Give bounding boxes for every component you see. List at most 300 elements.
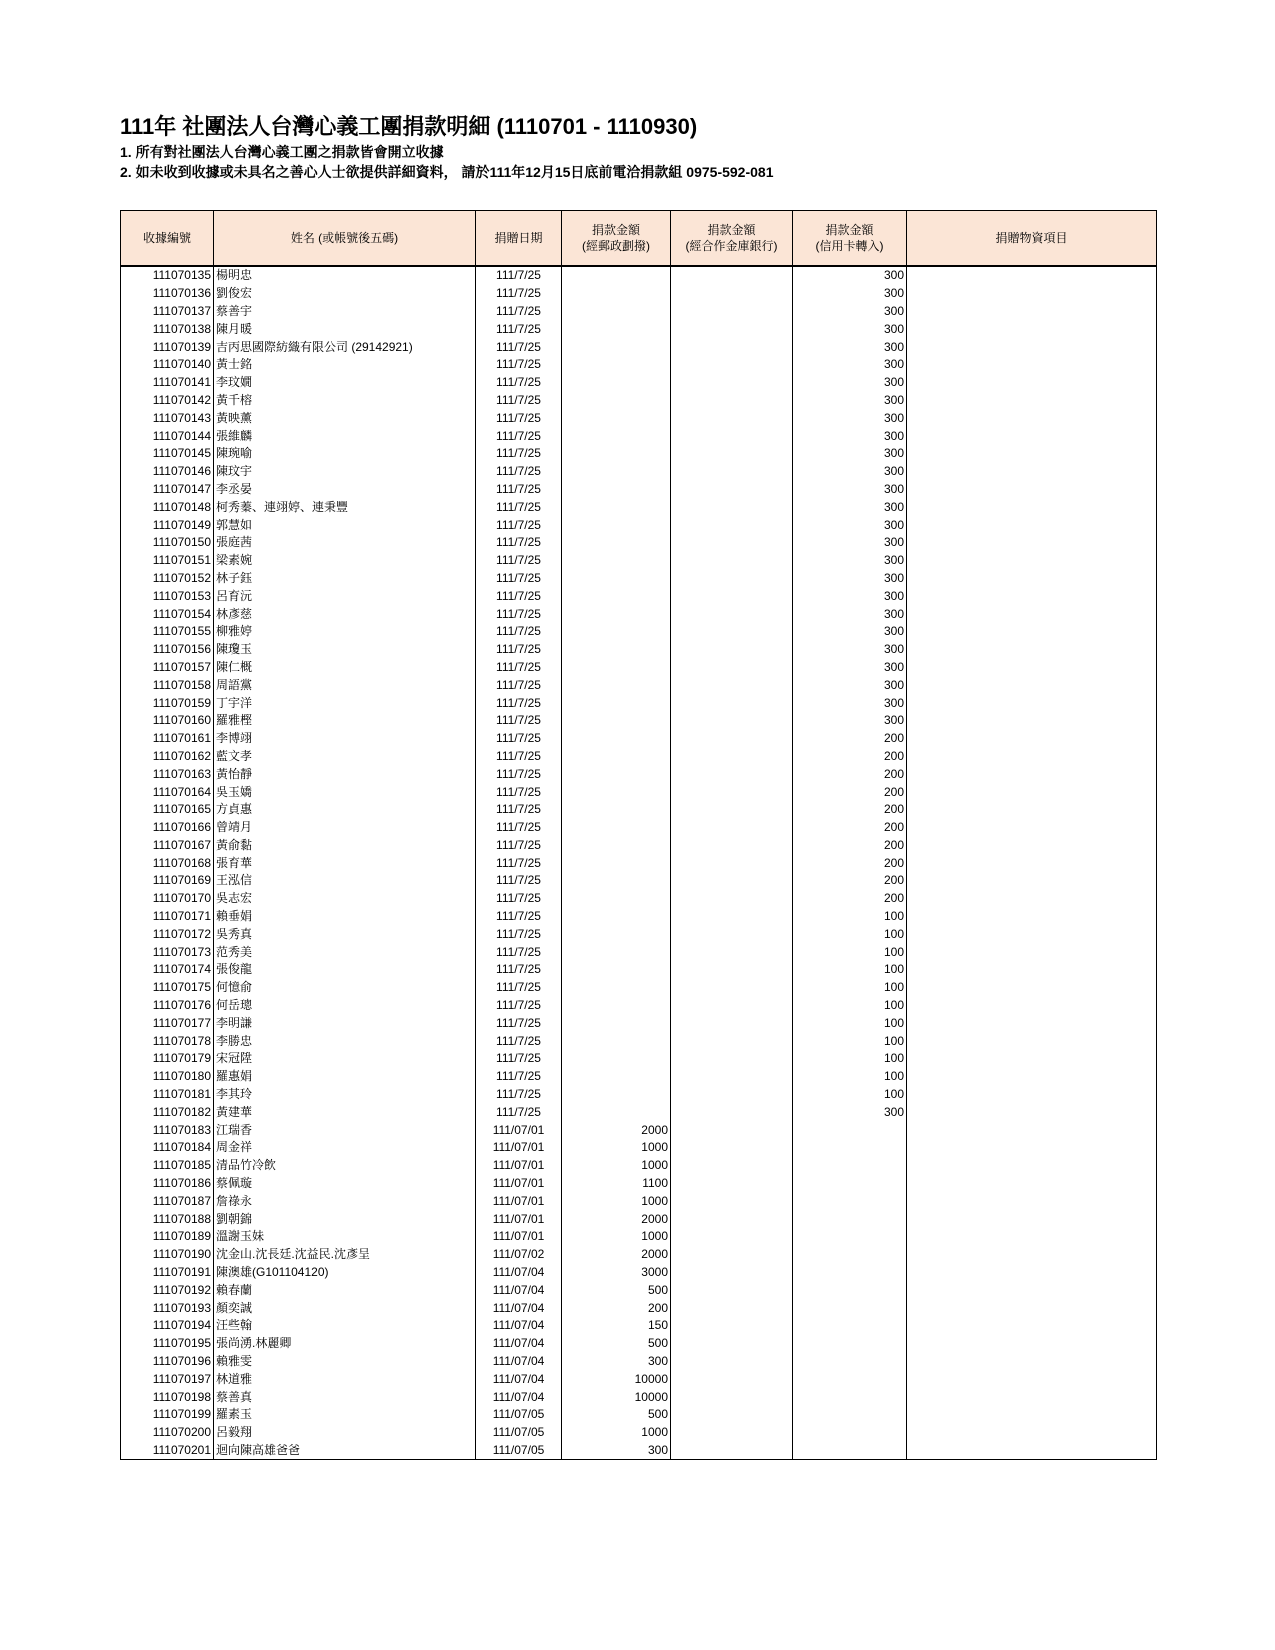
cell-name: 方貞惠 <box>214 801 476 819</box>
cell-name: 李博翊 <box>214 730 476 748</box>
cell-date: 111/7/25 <box>476 1014 562 1032</box>
cell-amount-card: 300 <box>793 659 907 677</box>
cell-date: 111/7/25 <box>476 463 562 481</box>
cell-amount-card: 300 <box>793 427 907 445</box>
table-row <box>121 1103 1157 1121</box>
cell-date: 111/07/05 <box>476 1406 562 1424</box>
cell-amount-post: 300 <box>562 1442 671 1460</box>
cell-date: 111/7/25 <box>476 837 562 855</box>
cell-amount-bank <box>671 837 793 855</box>
cell-amount-card <box>793 1424 907 1442</box>
cell-amount-bank <box>671 266 793 285</box>
cell-name: 郭慧如 <box>214 516 476 534</box>
table-row <box>121 1192 1157 1210</box>
table-row <box>121 1086 1157 1104</box>
cell-amount-post <box>562 659 671 677</box>
cell-amount-card <box>793 1246 907 1264</box>
cell-amount-bank <box>671 516 793 534</box>
cell-receipt-no: 111070166 <box>121 819 214 837</box>
table-row <box>121 979 1157 997</box>
cell-name: 蔡善真 <box>214 1388 476 1406</box>
cell-items <box>907 801 1157 819</box>
cell-amount-card: 300 <box>793 694 907 712</box>
cell-amount-card: 200 <box>793 801 907 819</box>
cell-amount-bank <box>671 1157 793 1175</box>
cell-receipt-no: 111070178 <box>121 1032 214 1050</box>
cell-receipt-no: 111070171 <box>121 908 214 926</box>
cell-name: 顏奕誠 <box>214 1299 476 1317</box>
cell-amount-post <box>562 552 671 570</box>
cell-amount-post <box>562 783 671 801</box>
cell-amount-post <box>562 356 671 374</box>
cell-date: 111/7/25 <box>476 409 562 427</box>
cell-items <box>907 1388 1157 1406</box>
cell-amount-post <box>562 712 671 730</box>
cell-receipt-no: 111070151 <box>121 552 214 570</box>
cell-name: 陳仁概 <box>214 659 476 677</box>
cell-amount-card: 300 <box>793 338 907 356</box>
cell-receipt-no: 111070135 <box>121 266 214 285</box>
table-row <box>121 1032 1157 1050</box>
cell-items <box>907 908 1157 926</box>
cell-amount-post <box>562 837 671 855</box>
table-row <box>121 392 1157 410</box>
cell-items <box>907 303 1157 321</box>
cell-amount-card: 300 <box>793 320 907 338</box>
cell-receipt-no: 111070158 <box>121 676 214 694</box>
cell-receipt-no: 111070157 <box>121 659 214 677</box>
table-row <box>121 943 1157 961</box>
table-row <box>121 623 1157 641</box>
cell-items <box>907 712 1157 730</box>
cell-items <box>907 481 1157 499</box>
cell-items <box>907 605 1157 623</box>
cell-amount-card: 300 <box>793 570 907 588</box>
cell-amount-card <box>793 1139 907 1157</box>
cell-date: 111/07/04 <box>476 1264 562 1282</box>
cell-amount-post <box>562 605 671 623</box>
cell-name: 賴春蘭 <box>214 1281 476 1299</box>
cell-amount-bank <box>671 623 793 641</box>
table-row <box>121 374 1157 392</box>
cell-amount-post <box>562 374 671 392</box>
cell-date: 111/7/25 <box>476 570 562 588</box>
cell-name: 張俊龍 <box>214 961 476 979</box>
cell-date: 111/07/04 <box>476 1281 562 1299</box>
cell-amount-post <box>562 409 671 427</box>
cell-name: 迴向陳高雄爸爸 <box>214 1442 476 1460</box>
table-row <box>121 1335 1157 1353</box>
cell-receipt-no: 111070188 <box>121 1210 214 1228</box>
cell-amount-card <box>793 1157 907 1175</box>
cell-amount-card: 100 <box>793 1068 907 1086</box>
cell-receipt-no: 111070195 <box>121 1335 214 1353</box>
cell-name: 周金祥 <box>214 1139 476 1157</box>
cell-amount-bank <box>671 1246 793 1264</box>
cell-items <box>907 534 1157 552</box>
cell-amount-post <box>562 570 671 588</box>
cell-name: 丁宇洋 <box>214 694 476 712</box>
cell-receipt-no: 111070198 <box>121 1388 214 1406</box>
cell-receipt-no: 111070169 <box>121 872 214 890</box>
cell-amount-card: 300 <box>793 409 907 427</box>
cell-name: 陳瓊玉 <box>214 641 476 659</box>
cell-items <box>907 623 1157 641</box>
cell-amount-card: 200 <box>793 730 907 748</box>
cell-name: 李勝忠 <box>214 1032 476 1050</box>
cell-receipt-no: 111070201 <box>121 1442 214 1460</box>
cell-amount-card: 100 <box>793 1032 907 1050</box>
cell-items <box>907 1264 1157 1282</box>
cell-amount-bank <box>671 819 793 837</box>
cell-receipt-no: 111070150 <box>121 534 214 552</box>
cell-amount-bank <box>671 1353 793 1371</box>
cell-items <box>907 783 1157 801</box>
cell-amount-post <box>562 587 671 605</box>
cell-amount-post: 500 <box>562 1406 671 1424</box>
cell-name: 林道雅 <box>214 1370 476 1388</box>
cell-date: 111/7/25 <box>476 587 562 605</box>
cell-receipt-no: 111070141 <box>121 374 214 392</box>
cell-date: 111/07/05 <box>476 1442 562 1460</box>
cell-amount-post <box>562 1014 671 1032</box>
cell-name: 吳秀真 <box>214 925 476 943</box>
cell-items <box>907 1442 1157 1460</box>
cell-amount-post <box>562 943 671 961</box>
cell-amount-post: 150 <box>562 1317 671 1335</box>
table-row <box>121 659 1157 677</box>
cell-amount-card: 300 <box>793 285 907 303</box>
table-row <box>121 1353 1157 1371</box>
cell-items <box>907 997 1157 1015</box>
cell-amount-card: 300 <box>793 266 907 285</box>
cell-amount-post: 200 <box>562 1299 671 1317</box>
cell-name: 溫謝玉妹 <box>214 1228 476 1246</box>
cell-items <box>907 1050 1157 1068</box>
cell-items <box>907 1086 1157 1104</box>
cell-amount-card <box>793 1299 907 1317</box>
cell-date: 111/7/25 <box>476 748 562 766</box>
cell-amount-bank <box>671 943 793 961</box>
cell-receipt-no: 111070146 <box>121 463 214 481</box>
cell-date: 111/07/04 <box>476 1353 562 1371</box>
table-row <box>121 872 1157 890</box>
cell-amount-bank <box>671 925 793 943</box>
cell-amount-card <box>793 1370 907 1388</box>
col-amount-bank-line2: (經合作金庫銀行) <box>685 239 778 253</box>
cell-amount-post <box>562 694 671 712</box>
cell-items <box>907 1175 1157 1193</box>
cell-amount-card: 300 <box>793 498 907 516</box>
cell-items <box>907 748 1157 766</box>
cell-date: 111/7/25 <box>476 392 562 410</box>
cell-amount-bank <box>671 908 793 926</box>
table-row <box>121 409 1157 427</box>
cell-name: 李玟嫺 <box>214 374 476 392</box>
cell-name: 黃士銘 <box>214 356 476 374</box>
cell-name: 賴雅雯 <box>214 1353 476 1371</box>
cell-date: 111/07/01 <box>476 1139 562 1157</box>
cell-amount-post <box>562 338 671 356</box>
cell-date: 111/7/25 <box>476 1050 562 1068</box>
donation-table <box>120 210 1157 1460</box>
table-row <box>121 925 1157 943</box>
cell-amount-post: 1000 <box>562 1424 671 1442</box>
cell-amount-bank <box>671 641 793 659</box>
cell-items <box>907 1157 1157 1175</box>
cell-name: 清品竹冷飲 <box>214 1157 476 1175</box>
cell-receipt-no: 111070145 <box>121 445 214 463</box>
cell-receipt-no: 111070154 <box>121 605 214 623</box>
cell-amount-bank <box>671 1299 793 1317</box>
cell-amount-post <box>562 623 671 641</box>
cell-items <box>907 1014 1157 1032</box>
cell-name: 藍文孝 <box>214 748 476 766</box>
cell-date: 111/7/25 <box>476 890 562 908</box>
cell-items <box>907 943 1157 961</box>
cell-amount-post <box>562 979 671 997</box>
cell-amount-bank <box>671 1424 793 1442</box>
cell-items <box>907 463 1157 481</box>
cell-receipt-no: 111070184 <box>121 1139 214 1157</box>
table-row <box>121 1281 1157 1299</box>
table-row <box>121 1121 1157 1139</box>
cell-amount-bank <box>671 801 793 819</box>
cell-receipt-no: 111070172 <box>121 925 214 943</box>
cell-receipt-no: 111070140 <box>121 356 214 374</box>
cell-date: 111/7/25 <box>476 659 562 677</box>
cell-amount-card: 300 <box>793 374 907 392</box>
cell-items <box>907 1210 1157 1228</box>
cell-name: 周語黨 <box>214 676 476 694</box>
cell-amount-bank <box>671 1442 793 1460</box>
cell-amount-bank <box>671 1121 793 1139</box>
cell-receipt-no: 111070162 <box>121 748 214 766</box>
cell-amount-bank <box>671 303 793 321</box>
cell-date: 111/7/25 <box>476 534 562 552</box>
cell-amount-card: 200 <box>793 890 907 908</box>
cell-date: 111/7/25 <box>476 1103 562 1121</box>
cell-name: 張維麟 <box>214 427 476 445</box>
cell-receipt-no: 111070177 <box>121 1014 214 1032</box>
table-row <box>121 445 1157 463</box>
table-row <box>121 1264 1157 1282</box>
cell-amount-card <box>793 1406 907 1424</box>
cell-date: 111/7/25 <box>476 979 562 997</box>
cell-date: 111/7/25 <box>476 623 562 641</box>
cell-receipt-no: 111070199 <box>121 1406 214 1424</box>
cell-receipt-no: 111070194 <box>121 1317 214 1335</box>
cell-items <box>907 854 1157 872</box>
cell-receipt-no: 111070164 <box>121 783 214 801</box>
cell-amount-card: 100 <box>793 1086 907 1104</box>
col-amount-card-line1: 捐款金額 <box>825 223 874 237</box>
cell-amount-card: 100 <box>793 925 907 943</box>
cell-amount-post: 1000 <box>562 1157 671 1175</box>
table-row <box>121 1175 1157 1193</box>
cell-amount-card <box>793 1175 907 1193</box>
cell-amount-bank <box>671 961 793 979</box>
cell-name: 賴垂娟 <box>214 908 476 926</box>
cell-name: 何憶俞 <box>214 979 476 997</box>
table-row <box>121 1406 1157 1424</box>
table-row <box>121 320 1157 338</box>
document-header <box>120 112 1160 182</box>
cell-amount-card: 200 <box>793 819 907 837</box>
table-row <box>121 1210 1157 1228</box>
cell-date: 111/7/25 <box>476 303 562 321</box>
table-body <box>121 266 1157 1460</box>
cell-items <box>907 765 1157 783</box>
cell-name: 蔡佩璇 <box>214 1175 476 1193</box>
cell-amount-bank <box>671 409 793 427</box>
col-date: 捐贈日期 <box>476 211 562 267</box>
cell-amount-bank <box>671 1032 793 1050</box>
cell-date: 111/07/02 <box>476 1246 562 1264</box>
cell-amount-post <box>562 997 671 1015</box>
cell-name: 林彥慈 <box>214 605 476 623</box>
cell-name: 張庭茜 <box>214 534 476 552</box>
cell-amount-bank <box>671 1228 793 1246</box>
table-row <box>121 552 1157 570</box>
cell-name: 王泓信 <box>214 872 476 890</box>
cell-amount-card: 300 <box>793 534 907 552</box>
cell-amount-post: 1000 <box>562 1192 671 1210</box>
table-row <box>121 427 1157 445</box>
cell-amount-post <box>562 1050 671 1068</box>
cell-items <box>907 694 1157 712</box>
cell-amount-bank <box>671 1139 793 1157</box>
cell-amount-bank <box>671 356 793 374</box>
cell-amount-card: 300 <box>793 605 907 623</box>
cell-amount-card: 300 <box>793 392 907 410</box>
cell-name: 呂育沅 <box>214 587 476 605</box>
cell-receipt-no: 111070149 <box>121 516 214 534</box>
cell-date: 111/7/25 <box>476 1068 562 1086</box>
cell-amount-bank <box>671 1317 793 1335</box>
cell-amount-bank <box>671 783 793 801</box>
cell-receipt-no: 111070163 <box>121 765 214 783</box>
cell-amount-bank <box>671 605 793 623</box>
cell-items <box>907 266 1157 285</box>
cell-amount-card: 300 <box>793 641 907 659</box>
cell-date: 111/7/25 <box>476 908 562 926</box>
table-row <box>121 676 1157 694</box>
cell-name: 吉丙思國際紡織有限公司 (29142921) <box>214 338 476 356</box>
table-row <box>121 1068 1157 1086</box>
cell-name: 吳玉嬌 <box>214 783 476 801</box>
table-row <box>121 837 1157 855</box>
cell-amount-card: 200 <box>793 765 907 783</box>
cell-amount-post <box>562 285 671 303</box>
cell-amount-bank <box>671 392 793 410</box>
cell-amount-bank <box>671 445 793 463</box>
cell-amount-bank <box>671 748 793 766</box>
cell-name: 詹祿永 <box>214 1192 476 1210</box>
cell-name: 汪些翰 <box>214 1317 476 1335</box>
cell-amount-bank <box>671 1103 793 1121</box>
cell-amount-post <box>562 463 671 481</box>
cell-name: 羅雅樫 <box>214 712 476 730</box>
cell-items <box>907 356 1157 374</box>
cell-amount-card: 300 <box>793 516 907 534</box>
cell-date: 111/07/04 <box>476 1335 562 1353</box>
cell-amount-card: 300 <box>793 623 907 641</box>
cell-amount-post <box>562 516 671 534</box>
cell-items <box>907 659 1157 677</box>
cell-amount-bank <box>671 872 793 890</box>
table-row <box>121 1317 1157 1335</box>
cell-amount-post <box>562 481 671 499</box>
cell-receipt-no: 111070189 <box>121 1228 214 1246</box>
cell-amount-post <box>562 748 671 766</box>
cell-amount-card: 100 <box>793 979 907 997</box>
cell-amount-post <box>562 1068 671 1086</box>
cell-amount-bank <box>671 1050 793 1068</box>
cell-name: 羅素玉 <box>214 1406 476 1424</box>
cell-items <box>907 1103 1157 1121</box>
cell-amount-bank <box>671 854 793 872</box>
cell-amount-card: 300 <box>793 676 907 694</box>
cell-amount-post <box>562 498 671 516</box>
cell-receipt-no: 111070176 <box>121 997 214 1015</box>
cell-date: 111/7/25 <box>476 427 562 445</box>
cell-amount-bank <box>671 427 793 445</box>
cell-items <box>907 1370 1157 1388</box>
note-contact: 2. 如未收到收據或未具名之善心人士欲提供詳細資料， 請於111年12月15日底前電洽捐款組 0975-592-081 <box>120 164 774 180</box>
cell-items <box>907 872 1157 890</box>
cell-date: 111/7/25 <box>476 285 562 303</box>
cell-receipt-no: 111070174 <box>121 961 214 979</box>
cell-amount-card: 100 <box>793 943 907 961</box>
table-row <box>121 1157 1157 1175</box>
cell-amount-bank <box>671 890 793 908</box>
cell-items <box>907 427 1157 445</box>
cell-amount-card <box>793 1335 907 1353</box>
cell-name: 李其玲 <box>214 1086 476 1104</box>
cell-receipt-no: 111070161 <box>121 730 214 748</box>
table-row <box>121 748 1157 766</box>
table-row <box>121 1424 1157 1442</box>
table-header <box>121 211 1157 267</box>
table-row <box>121 712 1157 730</box>
cell-amount-post <box>562 819 671 837</box>
table-row <box>121 694 1157 712</box>
cell-receipt-no: 111070197 <box>121 1370 214 1388</box>
cell-receipt-no: 111070138 <box>121 320 214 338</box>
cell-items <box>907 1246 1157 1264</box>
cell-items <box>907 890 1157 908</box>
cell-date: 111/7/25 <box>476 783 562 801</box>
cell-receipt-no: 111070159 <box>121 694 214 712</box>
cell-date: 111/07/04 <box>476 1370 562 1388</box>
col-items: 捐贈物資項目 <box>907 211 1157 267</box>
cell-items <box>907 1335 1157 1353</box>
cell-amount-post <box>562 641 671 659</box>
cell-amount-post <box>562 1032 671 1050</box>
cell-receipt-no: 111070192 <box>121 1281 214 1299</box>
cell-name: 李明謙 <box>214 1014 476 1032</box>
cell-name: 江瑞香 <box>214 1121 476 1139</box>
cell-amount-card: 100 <box>793 1014 907 1032</box>
cell-date: 111/07/04 <box>476 1388 562 1406</box>
cell-date: 111/07/01 <box>476 1121 562 1139</box>
cell-amount-card <box>793 1192 907 1210</box>
table-row <box>121 1228 1157 1246</box>
cell-amount-card: 200 <box>793 872 907 890</box>
cell-items <box>907 1032 1157 1050</box>
cell-receipt-no: 111070186 <box>121 1175 214 1193</box>
